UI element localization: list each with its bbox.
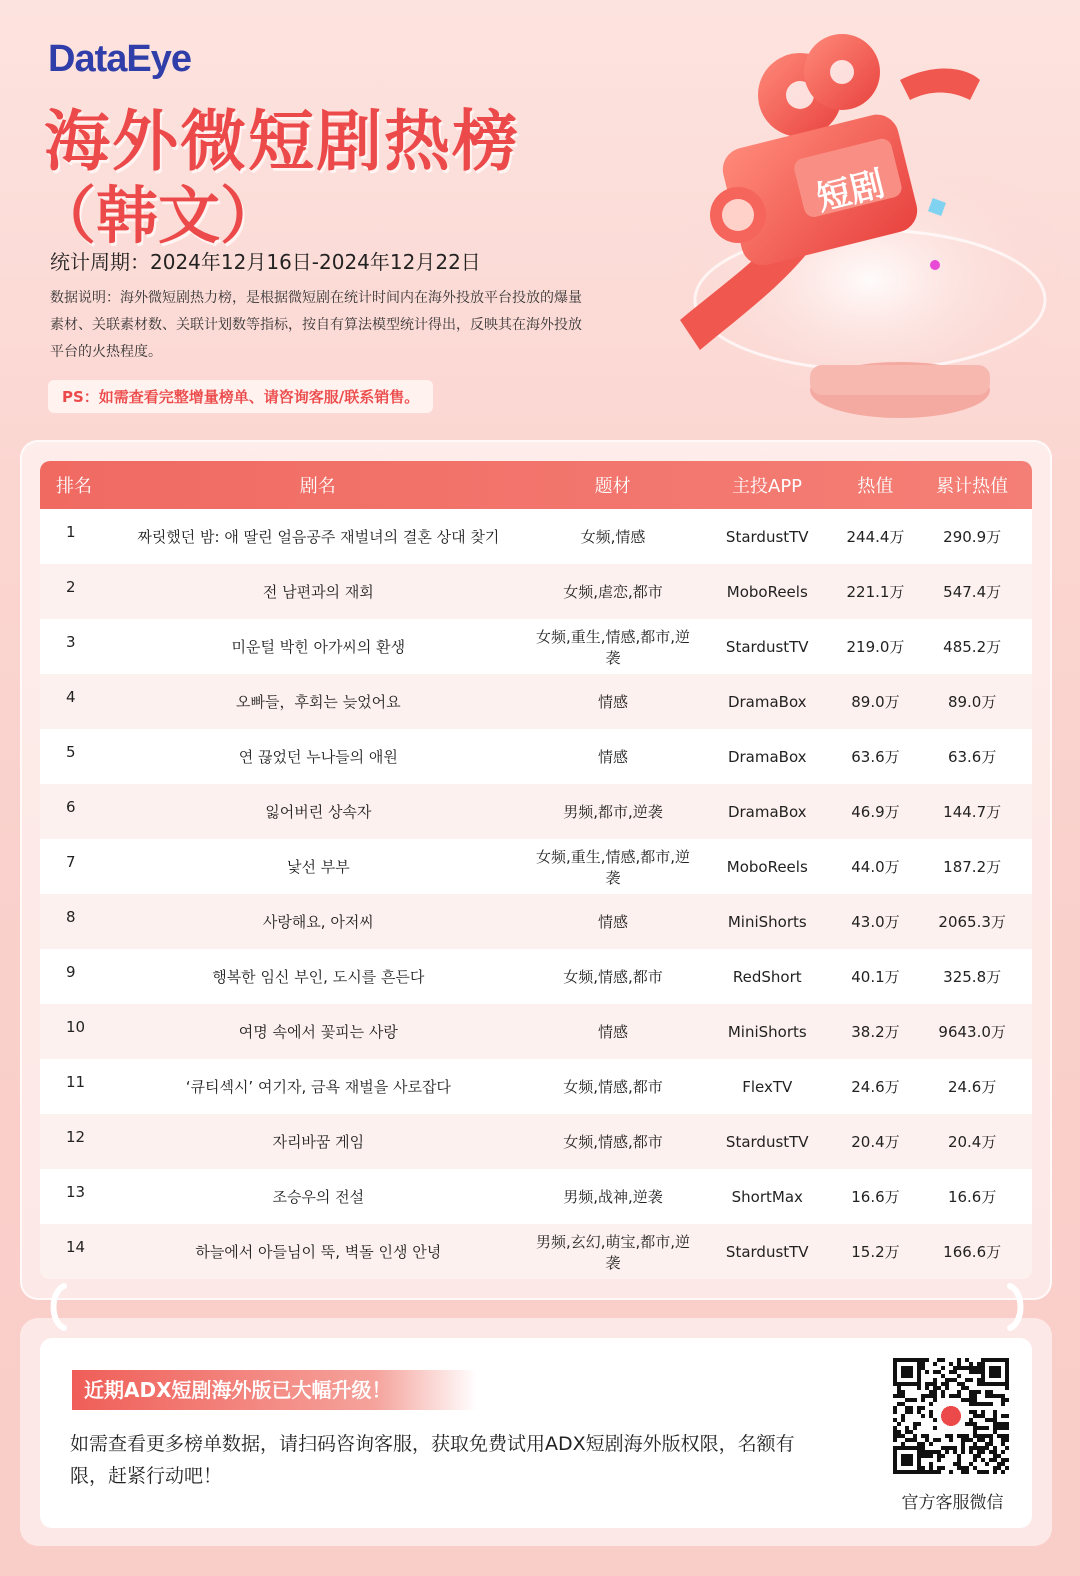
cell-rank: 12 <box>66 1128 86 1146</box>
cell-total: 290.9万 <box>943 528 1002 546</box>
table-row <box>40 1169 1032 1224</box>
data-description: 数据说明：海外微短剧热力榜，是根据微短剧在统计时间内在海外投放平台投放的爆量素材、关联素材数、关联计划数等指标，按自有算法模型统计得出，反映其在海外投放平台的火热程度。 <box>50 290 582 360</box>
cell-heat: 40.1万 <box>851 968 900 986</box>
cell-total: 187.2万 <box>943 858 1002 876</box>
cell-heat: 89.0万 <box>851 693 900 711</box>
cell-genre: 情感 <box>598 748 629 766</box>
cell-rank: 10 <box>66 1018 86 1036</box>
cell-name: 미운털 박힌 아가씨의 환생 <box>231 638 406 656</box>
cell-rank: 2 <box>66 578 76 596</box>
cell-genre: 女频,重生,情感,都市,逆袭 <box>535 627 691 667</box>
cell-app: StardustTV <box>725 1242 809 1261</box>
brand-logo: DataEye <box>48 38 191 80</box>
cell-rank: 4 <box>66 688 76 706</box>
cell-total: 24.6万 <box>947 1078 997 1096</box>
cell-rank: 11 <box>66 1073 86 1091</box>
cell-heat: 46.9万 <box>851 803 900 821</box>
table-row <box>40 509 1032 564</box>
cell-app: ShortMax <box>731 1187 803 1206</box>
table-row <box>40 1114 1032 1169</box>
cell-heat: 244.4万 <box>846 528 905 546</box>
cell-total: 20.4万 <box>947 1133 997 1151</box>
cell-name: 행복한 임신 부인, 도시를 흔든다 <box>212 968 425 986</box>
cell-heat: 63.6万 <box>851 748 900 766</box>
right-hook-decoration <box>1000 1282 1030 1332</box>
left-hook-decoration <box>44 1282 74 1332</box>
cell-name: ‘큐티섹시’ 여기자, 금욕 재벌을 사로잡다 <box>185 1078 451 1096</box>
cell-app: DramaBox <box>727 692 807 711</box>
cell-app: RedShort <box>732 967 802 986</box>
table-row <box>40 894 1032 949</box>
cell-genre: 女频,重生,情感,都市,逆袭 <box>535 847 691 887</box>
table-row <box>40 949 1032 1004</box>
film-camera-illustration <box>620 20 1060 440</box>
cell-rank: 7 <box>66 853 76 871</box>
cell-name: 하늘에서 아들님이 뚝, 벽돌 인생 안녕 <box>195 1243 442 1261</box>
cell-genre: 男频,都市,逆袭 <box>563 803 663 821</box>
table-row <box>40 564 1032 619</box>
table-row <box>40 1004 1032 1059</box>
cell-app: FlexTV <box>742 1077 793 1096</box>
cell-genre: 情感 <box>598 913 629 931</box>
ps-note: PS：如需查看完整增量榜单、请咨询客服/联系销售。 <box>48 380 433 413</box>
cell-total: 547.4万 <box>943 583 1002 601</box>
cell-genre: 情感 <box>598 693 629 711</box>
cell-rank: 6 <box>66 798 76 816</box>
cell-rank: 14 <box>66 1238 86 1256</box>
table-row <box>40 674 1032 729</box>
cell-genre: 男频,战神,逆袭 <box>563 1188 663 1206</box>
table-body <box>40 509 1032 1279</box>
header-app: 主投APP <box>732 476 803 497</box>
cell-app: StardustTV <box>725 527 809 546</box>
illustration-badge: 短剧 <box>812 163 889 220</box>
cell-genre: 男频,玄幻,萌宝,都市,逆袭 <box>535 1232 691 1272</box>
cell-genre: 女频,情感,都市 <box>563 1133 663 1151</box>
cell-total: 144.7万 <box>943 803 1002 821</box>
table-row <box>40 619 1032 674</box>
cell-name: 전 남편과의 재회 <box>262 583 374 601</box>
cell-heat: 221.1万 <box>846 583 905 601</box>
header-genre: 题材 <box>594 476 631 497</box>
cell-rank: 13 <box>66 1183 86 1201</box>
cell-app: MoboReels <box>726 857 808 876</box>
cell-name: 잃어버린 상속자 <box>265 803 372 821</box>
cell-total: 16.6万 <box>947 1188 997 1206</box>
ranking-table <box>40 461 1032 1279</box>
cell-app: StardustTV <box>725 637 809 656</box>
table-row <box>40 784 1032 839</box>
cell-app: StardustTV <box>725 1132 809 1151</box>
cell-app: DramaBox <box>727 802 807 821</box>
cell-name: 사랑해요, 아저씨 <box>262 913 374 931</box>
cell-total: 89.0万 <box>947 693 997 711</box>
cell-app: MiniShorts <box>727 1022 807 1041</box>
cell-heat: 15.2万 <box>851 1243 900 1261</box>
cell-total: 2065.3万 <box>938 913 1006 931</box>
cell-rank: 1 <box>66 523 76 541</box>
header-rank: 排名 <box>56 476 92 497</box>
cell-total: 325.8万 <box>943 968 1002 986</box>
cell-total: 9643.0万 <box>938 1023 1006 1041</box>
promo-tag: 近期ADX短剧海外版已大幅升级！ <box>72 1370 477 1410</box>
header-name: 剧名 <box>299 476 336 497</box>
page-title: 海外微短剧热榜 <box>44 103 520 180</box>
cell-name: 연 끊었던 누나들의 애원 <box>238 748 398 766</box>
cell-name: 여명 속에서 꽃피는 사랑 <box>238 1023 398 1041</box>
cell-genre: 女频,虐恋,都市 <box>563 583 663 601</box>
table-row <box>40 729 1032 784</box>
cell-genre: 女频,情感 <box>580 528 646 546</box>
cell-heat: 16.6万 <box>851 1188 900 1206</box>
cell-heat: 20.4万 <box>851 1133 900 1151</box>
header-heat: 热值 <box>857 476 894 497</box>
cell-name: 낯선 부부 <box>286 858 350 876</box>
qr-code[interactable] <box>893 1358 1009 1474</box>
cell-total: 485.2万 <box>943 638 1002 656</box>
table-row <box>40 1224 1032 1279</box>
cell-rank: 8 <box>66 908 76 926</box>
promo-text: 如需查看更多榜单数据，请扫码咨询客服，获取免费试用ADX短剧海外版权限，名额有限，赶紧行动吧！ <box>70 1433 795 1487</box>
cell-total: 63.6万 <box>947 748 997 766</box>
cell-name: 조승우의 전설 <box>272 1188 365 1206</box>
cell-app: DramaBox <box>727 747 807 766</box>
qr-label: 官方客服微信 <box>901 1493 1004 1513</box>
cell-heat: 43.0万 <box>851 913 900 931</box>
cell-genre: 女频,情感,都市 <box>563 1078 663 1096</box>
cell-name: 짜릿했던 밤: 애 딸린 얼음공주 재벌녀의 결혼 상대 찾기 <box>137 528 500 546</box>
cell-genre: 女频,情感,都市 <box>563 968 663 986</box>
table-header <box>40 461 1032 509</box>
cell-heat: 44.0万 <box>851 858 900 876</box>
table-row <box>40 839 1032 894</box>
cell-heat: 219.0万 <box>846 638 905 656</box>
stat-period: 统计周期：2024年12月16日-2024年12月22日 <box>50 250 481 274</box>
cell-genre: 情感 <box>598 1023 629 1041</box>
cell-total: 166.6万 <box>943 1243 1002 1261</box>
cell-rank: 3 <box>66 633 76 651</box>
header-total: 累计热值 <box>936 476 1009 497</box>
table-row <box>40 1059 1032 1114</box>
cell-name: 자리바꿈 게임 <box>272 1133 365 1151</box>
cell-heat: 38.2万 <box>851 1023 900 1041</box>
cell-rank: 5 <box>66 743 76 761</box>
cell-rank: 9 <box>66 963 76 981</box>
cell-name: 오빠들，후회는 늦었어요 <box>235 693 401 711</box>
cell-heat: 24.6万 <box>851 1078 900 1096</box>
cell-app: MoboReels <box>726 582 808 601</box>
cell-app: MiniShorts <box>727 912 807 931</box>
page-subtitle: （韩文） <box>34 179 283 252</box>
